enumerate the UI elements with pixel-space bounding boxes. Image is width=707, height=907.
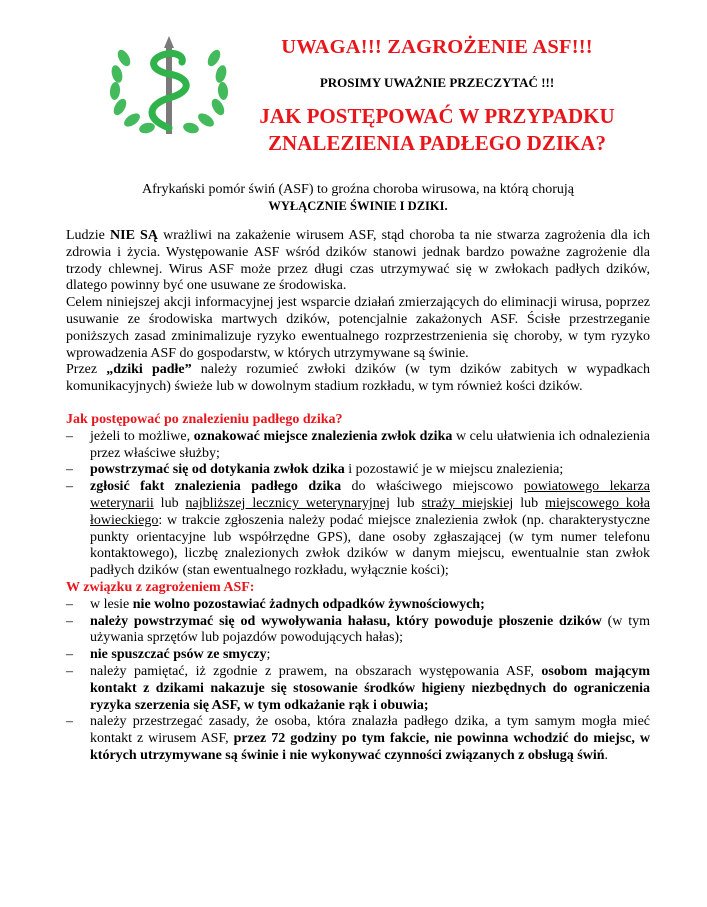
text: do właściwego miejscowo [341,479,524,495]
headline-line-1: JAK POSTĘPOWAĆ W PRZYPADKU [259,104,615,128]
text-bold: powstrzymać się od dotykania zwłok dzika [90,462,345,478]
text: w celu ułatwienia ich odnalezienia przez właściwe służby; [90,428,650,461]
text-bold: przez 72 godziny po tym fakcie, nie powinna wchodzić do miejsc, w których utrzymywane są świnie i nie wykonywać czynności związanych z obsługą świń [90,731,650,763]
section1-list [66,429,650,580]
text: (w tym używania sprzętów lub pojazdów powodujących hałas); [90,613,650,646]
list-item [66,479,650,580]
text: należy pamiętać, iż zgodnie z prawem, na obszarach występowania ASF, [90,663,542,679]
page-title: UWAGA!!! ZAGROŻENIE ASF!!! [281,36,593,58]
list-item [66,664,650,714]
section2-list [66,597,650,765]
laurel-left-icon [109,48,156,135]
intro [66,181,650,215]
list-item [66,462,650,479]
text: lub [389,495,422,511]
section2-heading: W związku z zagrożeniem ASF: [66,579,255,595]
headline [236,103,638,157]
text: należy przestrzegać zasady, że osoba, która znalazła padłego dzika, a tym samym mogła mieć kontakt z wirusem ASF, [90,714,650,747]
text-bold: osobom mającym kontakt z dzikami nakazuje się stosowanie środków higieny niezbędnych do ograniczenia ryzyka szerzenia się ASF, w tym odkażanie rąk i obuwia; [90,663,650,713]
staff-icon [166,44,172,134]
list-item [66,647,650,664]
subtitle: PROSIMY UWAŻNIE PRZECZYTAĆ !!! [319,75,555,90]
dash: – [66,663,73,679]
p3-c: należy rozumieć zwłoki dzików (w tym dzików zabitych w wypadkach komunikacyjnych) świeże lub w dowolnym stadium rozkładu, w tym również kości dzików. [66,362,650,395]
dash: – [66,714,73,730]
underlined-text: najbliższej lecznicy weterynaryjnej [185,495,390,511]
text-bold: nie wolno pozostawiać żadnych odpadków żywnościowych; [132,596,485,612]
text: lub [153,495,186,511]
paragraph-2: Celem niniejszej akcji informacyjnej jest wsparcie działań zmierzających do eliminacji wirusa, poprzez usuwanie ze środowiska martwych dzików, potencjalnie zakażonych ASF. Ścisłe przestrzeganie poniższych zasad zminimalizuje ryzyko ewentualnego rozprzestrzenienia się choroby, w tym ryzyko wprowadzenia ASF do gospodarstw, w których utrzymywane są świnie. [66,295,650,361]
list-item [66,597,650,614]
text: w lesie [90,596,133,612]
paragraph-1 [66,228,650,295]
text-bold: oznakować miejsce znalezienia zwłok dzika [193,428,453,444]
text: lub [513,495,546,511]
document-body [66,228,650,765]
dash: – [66,462,73,478]
list-item [66,429,650,463]
list-item [66,714,650,764]
dash: – [66,428,73,444]
text-bold: należy powstrzymać się od wywoływania hałasu, który powoduje płoszenie dzików [90,613,602,629]
underlined-text: straży miejskiej [421,495,514,511]
underlined-text: powiatowego lekarza weterynarii [90,479,650,511]
section1-heading: Jak postępować po znalezieniu padłego dzika? [66,411,343,427]
laurel-right-icon [182,48,229,135]
p1-b: NIE SĄ [110,228,158,243]
text: i pozostawić je w miejscu znalezienia; [344,462,564,478]
list-item [66,614,650,648]
text: . [604,747,609,763]
intro-text: Afrykański pomór świń (ASF) to groźna choroba wirusowa, na którą chorują [142,182,574,197]
dash: – [66,596,73,612]
paragraph-3 [66,362,650,396]
text-bold: zgłosić fakt znalezienia padłego dzika [90,479,342,495]
intro-bold: WYŁĄCZNIE ŚWINIE I DZIKI. [268,199,448,213]
p1-c: wrażliwi na zakażenie wirusem ASF, stąd choroba ta nie stwarza zagrożenia dla ich zdrowia i życia. Występowanie ASF wśród dzików stanowi jednak bardzo poważne zagrożenie dla trzody chlewnej. Wirus ASF może przez długi czas utrzymywać się w zwłokach padłych dzików, dlatego powinny być one usuwane ze środowiska. [66,228,650,294]
text: ; [266,647,271,663]
underlined-text: miejscowego koła łowieckiego [90,495,650,528]
p1-a: Ludzie [66,228,111,243]
dash: – [66,479,73,495]
text: : w trakcie zgłoszenia należy podać miejsce znalezienia zwłok (np. charakterystyczne punkty orientacyjne lub współrzędne GPS), dane osoby zgłaszającej (w tym numer telefonu kontaktowego), liczbę znalezionych zwłok dzików w danym miejscu, ewentualnie stan zwłok padłych dzików (stan ewentualnego rozkładu, wyłącznie kości); [90,512,650,579]
p3-a: Przez [66,362,107,378]
dash: – [66,647,73,663]
dash: – [66,613,73,629]
headline-line-2: ZNALEZIENIA PADŁEGO DZIKA? [267,131,606,155]
text: jeżeli to możliwe, [90,428,194,444]
veterinary-logo [104,36,234,136]
p3-b: „dziki padłe” [106,362,192,378]
text-bold: nie spuszczać psów ze smyczy [90,647,267,663]
